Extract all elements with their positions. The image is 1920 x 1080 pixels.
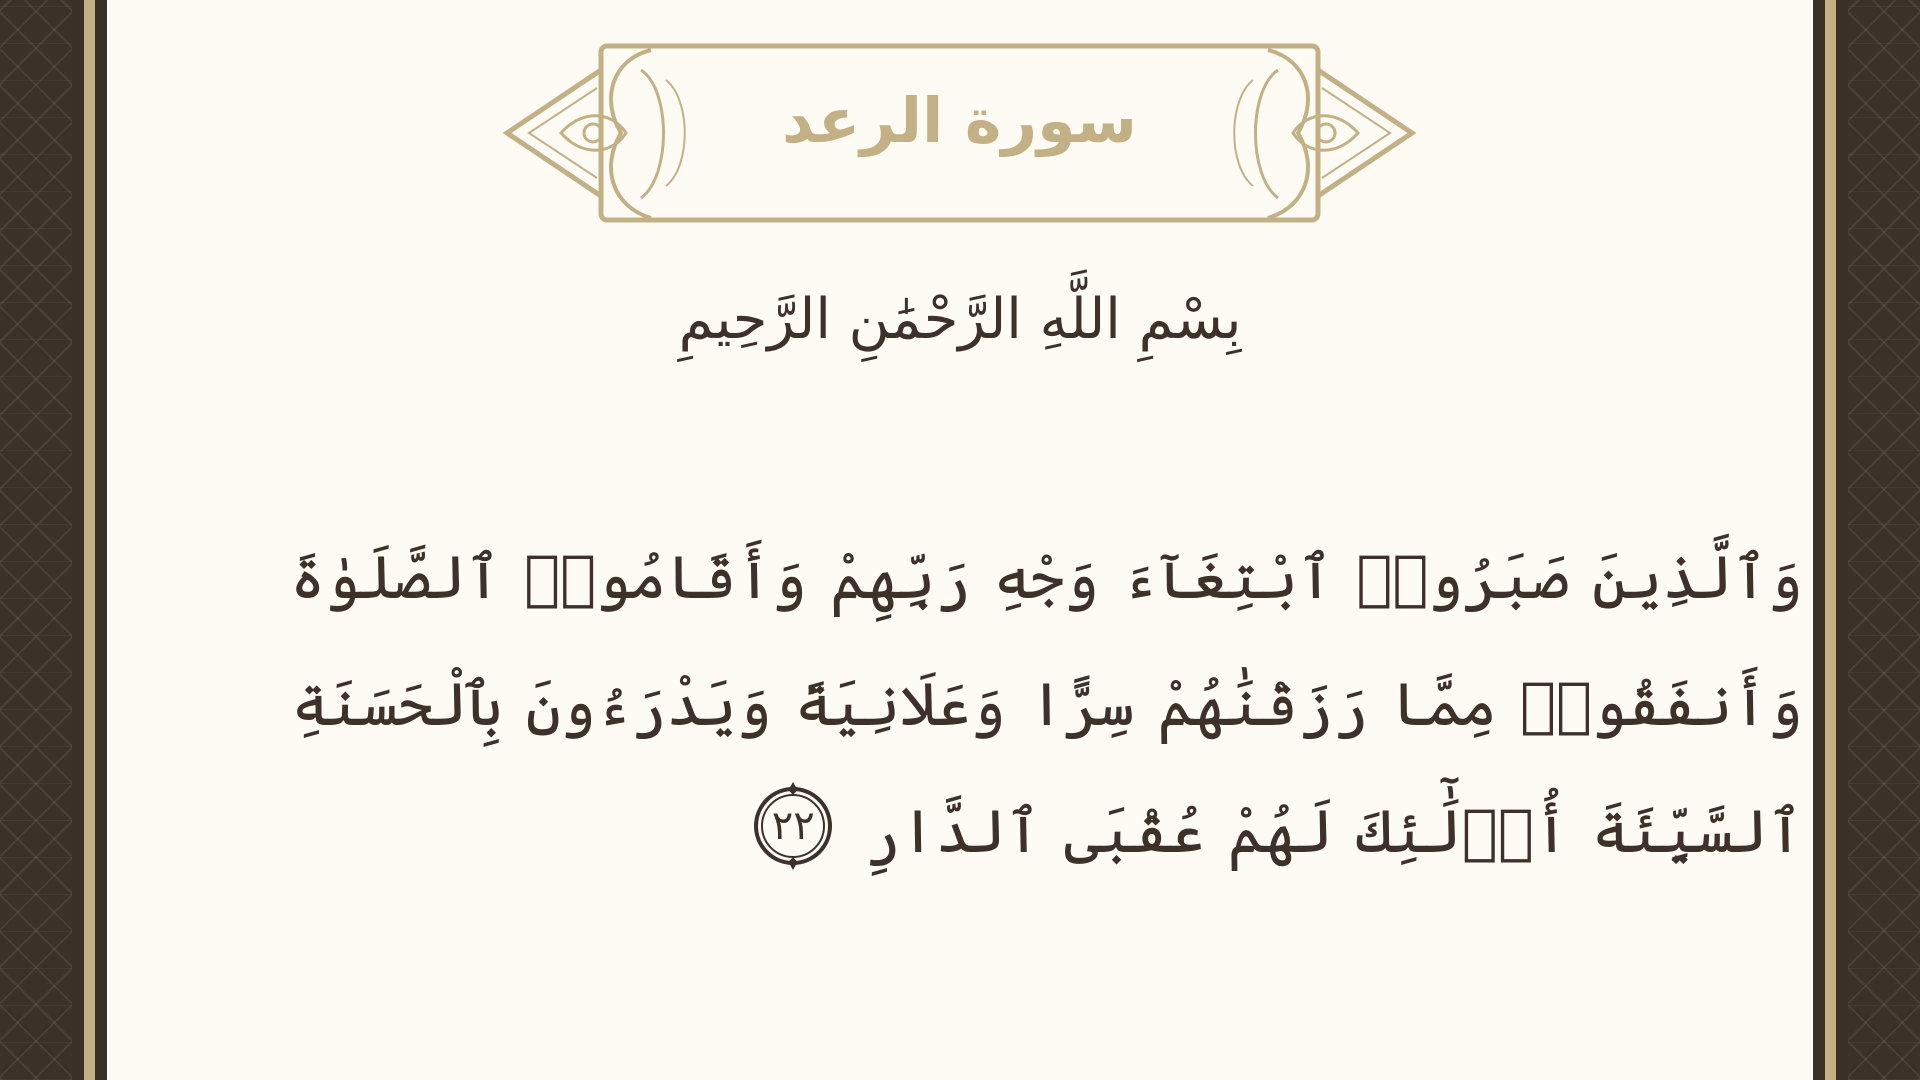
verse-text: وَٱلَّذِينَ صَبَرُوا۟ ٱبْتِغَآءَ وَجْهِ رَبِّهِمْ وَأَقَامُوا۟ ٱلصَّلَوٰةَ وَأَنفَقُوا۟ مِمَّا رَزَقْنَٰهُمْ سِرًّا وَعَلَانِيَةً وَيَدْرَءُونَ بِٱلْحَسَنَةِ ٱلسَّيِّئَةَ أُو۟لَٰٓئِكَ لَهُمْ عُقْبَى ٱلدَّارِ xyxy=(290,543,1803,867)
right-gold-stripe xyxy=(1825,0,1836,1080)
left-gold-stripe xyxy=(84,0,95,1080)
basmala: بِسْمِ اللَّهِ الرَّحْمَٰنِ الرَّحِيمِ xyxy=(678,287,1242,352)
ayah-marker xyxy=(749,782,837,870)
left-decorative-border xyxy=(0,0,72,1080)
right-decorative-border xyxy=(1848,0,1920,1080)
surah-title: سورة الرعد xyxy=(782,84,1137,157)
ayah-number: ٢٢ xyxy=(771,803,815,850)
verse-text-block xyxy=(220,515,1803,896)
surah-title-cartouche xyxy=(501,40,1418,230)
